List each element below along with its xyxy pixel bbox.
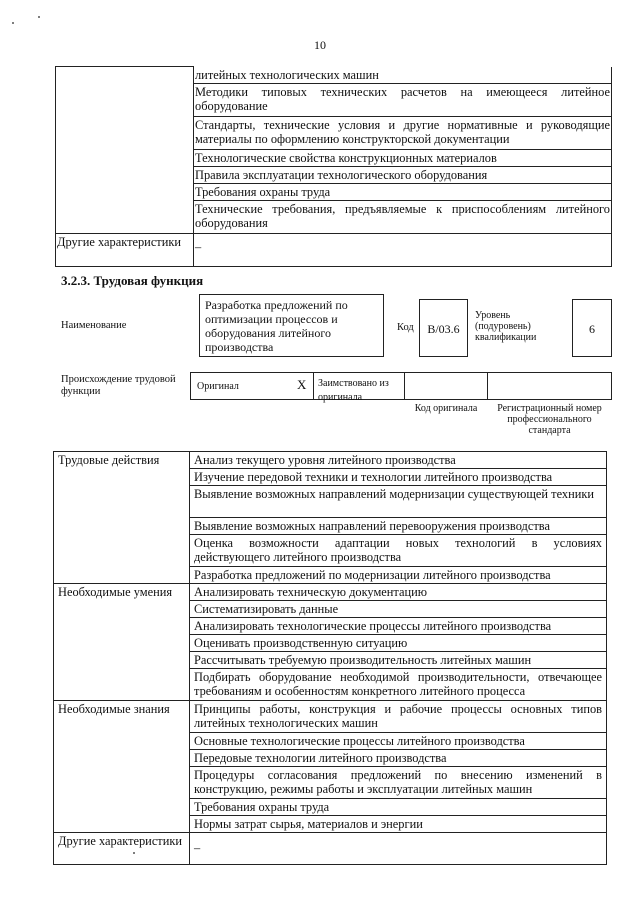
section-label-knowledge: Необходимые знания — [54, 701, 190, 833]
table-row: Анализировать техническую документацию — [190, 584, 607, 601]
table-row: Процедуры согласования предложений по внесению изменений в конструкцию, режимы работы и эксплуатации литейных машин — [190, 767, 607, 799]
scan-speck — [38, 16, 40, 18]
table-row: Выявление возможных направлений перевооружения производства — [190, 518, 607, 535]
level-label: Уровень (подуровень) квалификации — [475, 310, 537, 343]
table-row: Разработка предложений по модернизации литейного производства — [190, 567, 607, 584]
table-row: Нормы затрат сырья, материалов и энергии — [190, 816, 607, 833]
list-item: Правила эксплуатации технологического оборудования — [194, 166, 612, 183]
reg-number-box — [487, 372, 612, 400]
level-box: 6 — [572, 299, 612, 357]
reg-caption: Регистрационный номер профессионального стандарта — [497, 403, 602, 436]
table-row: – — [190, 833, 607, 865]
original-box — [190, 372, 314, 400]
table-row: Выявление возможных направлений модернизации существующей техники — [190, 486, 607, 518]
page-number: 10 — [314, 38, 326, 52]
borrowed-label: Заимствовано из оригинала — [318, 378, 389, 403]
scan-speck — [133, 852, 135, 854]
code-caption: Код оригинала — [414, 403, 478, 414]
original-code-box — [404, 372, 488, 400]
scan-speck — [12, 22, 14, 24]
list-item: Стандарты, технические условия и другие нормативные и руководящие материалы по оформлению конструкторской документации — [194, 116, 612, 149]
table-row: Подбирать оборудование необходимой производительности, отвечающее требованиям и особенностям конкретного литейного процесса — [190, 669, 607, 701]
table-row: Систематизировать данные — [190, 601, 607, 618]
list-item: Технические требования, предъявляемые к приспособлениям литейного оборудования — [194, 200, 612, 233]
table-row: Требования охраны труда — [190, 799, 607, 816]
list-item: Технологические свойства конструкционных материалов — [194, 149, 612, 166]
table-row: Оценивать производственную ситуацию — [190, 635, 607, 652]
borrowed-box — [313, 372, 405, 403]
table-row: Оценка возможности адаптации новых технологий в условиях действующего литейного производства — [190, 535, 607, 567]
other-characteristics-value: – — [194, 233, 612, 266]
labor-function-table — [53, 451, 607, 865]
table-row: Анализ текущего уровня литейного производства — [190, 452, 607, 469]
name-label: Наименование — [61, 320, 127, 331]
list-item: Методики типовых технических расчетов на имеющееся литейное оборудование — [194, 83, 612, 116]
original-mark: X — [297, 377, 307, 392]
section-label-skills: Необходимые умения — [54, 584, 190, 701]
top-knowledge-table — [55, 66, 612, 267]
code-box: B/03.6 — [419, 299, 468, 357]
other-characteristics-label: Другие характеристики — [56, 233, 194, 266]
table-row: Основные технологические процессы литейного производства — [190, 733, 607, 750]
section-label-actions: Трудовые действия — [54, 452, 190, 584]
table-row: Принципы работы, конструкция и рабочие процессы основных типов литейных технологических машин — [190, 701, 607, 733]
original-label: Оригинал — [197, 381, 239, 392]
code-label: Код — [397, 322, 414, 333]
table-row: Изучение передовой техники и технологии литейного производства — [190, 469, 607, 486]
table-row: Рассчитывать требуемую производительность литейных машин — [190, 652, 607, 669]
origin-label: Происхождение трудовой функции — [61, 374, 176, 397]
table-row: Передовые технологии литейного производства — [190, 750, 607, 767]
table-row: Анализировать технологические процессы литейного производства — [190, 618, 607, 635]
section-heading: 3.2.3. Трудовая функция — [61, 273, 204, 288]
function-name-box: Разработка предложений по оптимизации процессов и оборудования литейного производства — [199, 294, 384, 357]
top-table-label-cell — [56, 67, 194, 234]
section-label-other: Другие характеристики — [54, 833, 190, 865]
list-item: литейных технологических машин — [194, 67, 612, 84]
list-item: Требования охраны труда — [194, 183, 612, 200]
